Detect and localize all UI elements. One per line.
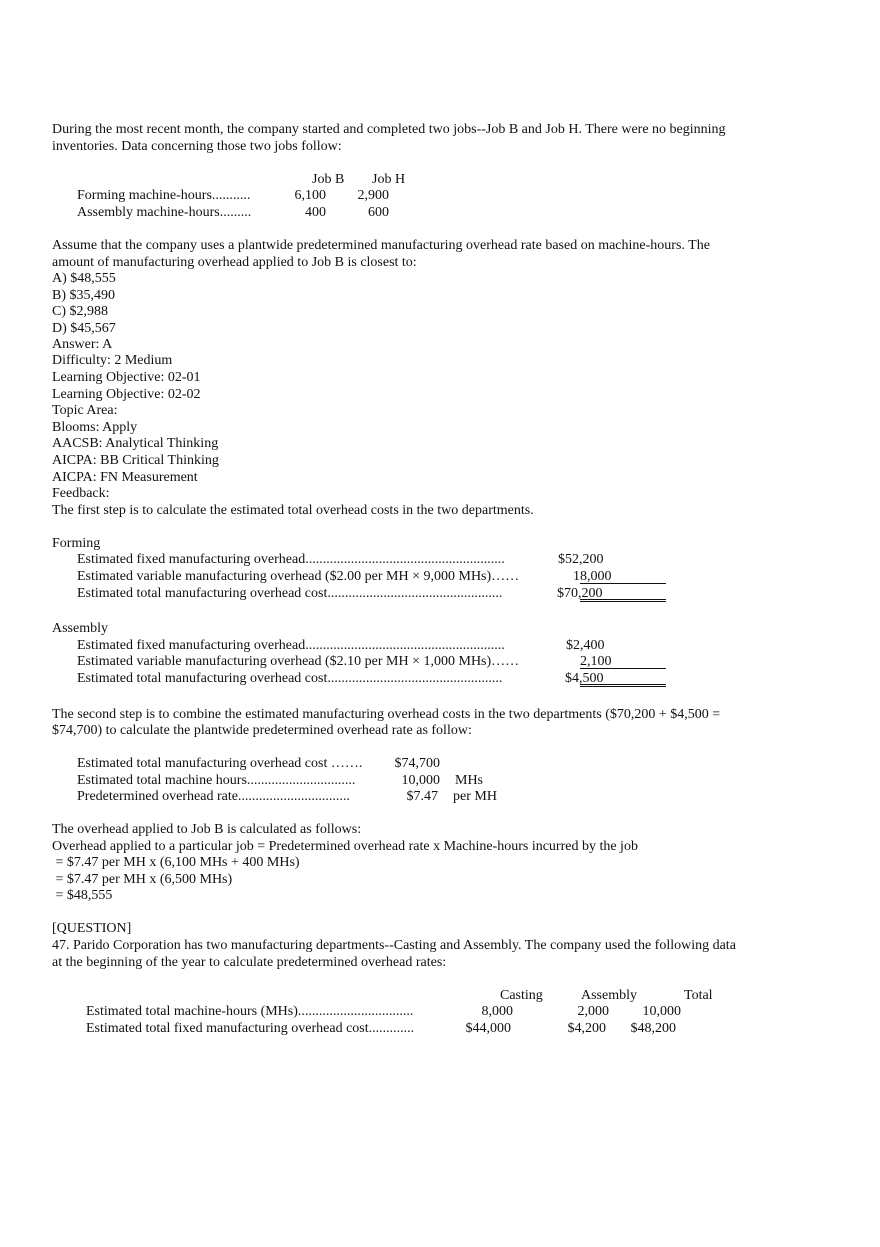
applied-line: = $7.47 per MH x (6,100 MHs + 400 MHs) — [52, 855, 300, 870]
rate-row-label: Estimated total manufacturing overhead cost ……. — [77, 756, 363, 771]
option-b: B) $35,490 — [52, 288, 115, 303]
jobs-row-job-b: 400 — [305, 205, 326, 220]
assembly-row-value: $4,500 — [565, 671, 604, 686]
step2-line-1: The second step is to combine the estimated manufacturing overhead costs in the two departments ($70,200 + $4,500 = — [52, 707, 721, 722]
jobs-header-job-h: Job H — [372, 172, 406, 187]
option-a: A) $48,555 — [52, 271, 116, 286]
jobs-row-job-h: 2,900 — [357, 188, 389, 203]
forming-total-double-underline — [580, 585, 666, 602]
forming-row-value: 18,000 — [573, 569, 612, 584]
meta-topic-area: Topic Area: — [52, 403, 118, 418]
casting-row-casting: 8,000 — [481, 1004, 513, 1019]
forming-subtotal-underline — [580, 568, 666, 584]
meta-learning-objective: Learning Objective: 02-01 — [52, 370, 201, 385]
assembly-row-label: Estimated total manufacturing overhead cost.................................................. — [77, 671, 503, 686]
assembly-header: Assembly — [581, 988, 637, 1003]
assembly-row-value: 2,100 — [580, 654, 612, 669]
assembly-title: Assembly — [52, 621, 108, 636]
casting-row-assembly: 2,000 — [577, 1004, 609, 1019]
assembly-subtotal-underline — [580, 653, 666, 669]
meta-feedback: Feedback: — [52, 486, 110, 501]
assembly-row-label: Estimated variable manufacturing overhead ($2.10 per MH × 1,000 MHs)…… — [77, 654, 520, 669]
forming-row-value: $70,200 — [557, 586, 603, 601]
meta-answer: Answer: A — [52, 337, 113, 352]
question-tag: [QUESTION] — [52, 921, 132, 936]
meta-aicpa: AICPA: FN Measurement — [52, 470, 198, 485]
casting-row-label: Estimated total machine-hours (MHs)................................. — [86, 1004, 414, 1019]
rate-row-value: $7.47 — [406, 789, 438, 804]
assembly-row-label: Estimated fixed manufacturing overhead......................................................... — [77, 638, 505, 653]
applied-line: The overhead applied to Job B is calculated as follows: — [52, 822, 362, 837]
step2-line-2: $74,700) to calculate the plantwide predetermined overhead rate as follow: — [52, 723, 472, 738]
question-line-2: amount of manufacturing overhead applied to Job B is closest to: — [52, 255, 417, 270]
rate-row-value: 10,000 — [401, 773, 440, 788]
rate-row-value: $74,700 — [394, 756, 440, 771]
casting-header: Casting — [500, 988, 543, 1003]
next-question-line-2: at the beginning of the year to calculate predetermined overhead rates: — [52, 955, 447, 970]
rate-row-label: Predetermined overhead rate................................ — [77, 789, 350, 804]
applied-line: = $7.47 per MH x (6,500 MHs) — [52, 872, 233, 887]
assembly-total-double-underline — [580, 670, 666, 687]
casting-row-assembly: $4,200 — [567, 1021, 606, 1036]
option-c: C) $2,988 — [52, 304, 108, 319]
rate-row-label: Estimated total machine hours............................... — [77, 773, 356, 788]
meta-aacsb: AACSB: Analytical Thinking — [52, 436, 219, 451]
meta-learning-objective: Learning Objective: 02-02 — [52, 387, 201, 402]
rate-row-unit: MHs — [455, 773, 484, 788]
casting-row-total: 10,000 — [642, 1004, 681, 1019]
jobs-row-job-b: 6,100 — [294, 188, 326, 203]
step1-text: The first step is to calculate the estimated total overhead costs in the two departments. — [52, 503, 534, 518]
forming-title: Forming — [52, 536, 101, 551]
casting-row-total: $48,200 — [630, 1021, 676, 1036]
next-question-line-1: 47. Parido Corporation has two manufacturing departments--Casting and Assembly. The company used the following data — [52, 938, 736, 953]
jobs-row-label: Forming machine-hours........... — [77, 188, 251, 203]
forming-row-value: $52,200 — [558, 552, 604, 567]
meta-blooms: Blooms: Apply — [52, 420, 138, 435]
applied-line: = $48,555 — [52, 888, 113, 903]
jobs-row-job-h: 600 — [368, 205, 389, 220]
meta-difficulty: Difficulty: 2 Medium — [52, 353, 173, 368]
applied-line: Overhead applied to a particular job = Predetermined overhead rate x Machine-hours incurred by the job — [52, 839, 638, 854]
jobs-header-job-b: Job B — [312, 172, 345, 187]
assembly-row-value: $2,400 — [566, 638, 605, 653]
jobs-row-label: Assembly machine-hours......... — [77, 205, 252, 220]
question-line-1: Assume that the company uses a plantwide predetermined manufacturing overhead rate based on machine-hours. The — [52, 238, 710, 253]
forming-row-label: Estimated total manufacturing overhead cost.................................................. — [77, 586, 503, 601]
casting-row-label: Estimated total fixed manufacturing overhead cost............. — [86, 1021, 415, 1036]
meta-aicpa: AICPA: BB Critical Thinking — [52, 453, 219, 468]
rate-row-unit: per MH — [453, 789, 497, 804]
casting-row-casting: $44,000 — [465, 1021, 511, 1036]
intro-line-2: inventories. Data concerning those two jobs follow: — [52, 139, 342, 154]
forming-row-label: Estimated fixed manufacturing overhead......................................................... — [77, 552, 505, 567]
total-header: Total — [684, 988, 713, 1003]
option-d: D) $45,567 — [52, 321, 116, 336]
forming-row-label: Estimated variable manufacturing overhead ($2.00 per MH × 9,000 MHs)…… — [77, 569, 520, 584]
intro-line-1: During the most recent month, the company started and completed two jobs--Job B and Job H. There were no beginning — [52, 122, 726, 137]
